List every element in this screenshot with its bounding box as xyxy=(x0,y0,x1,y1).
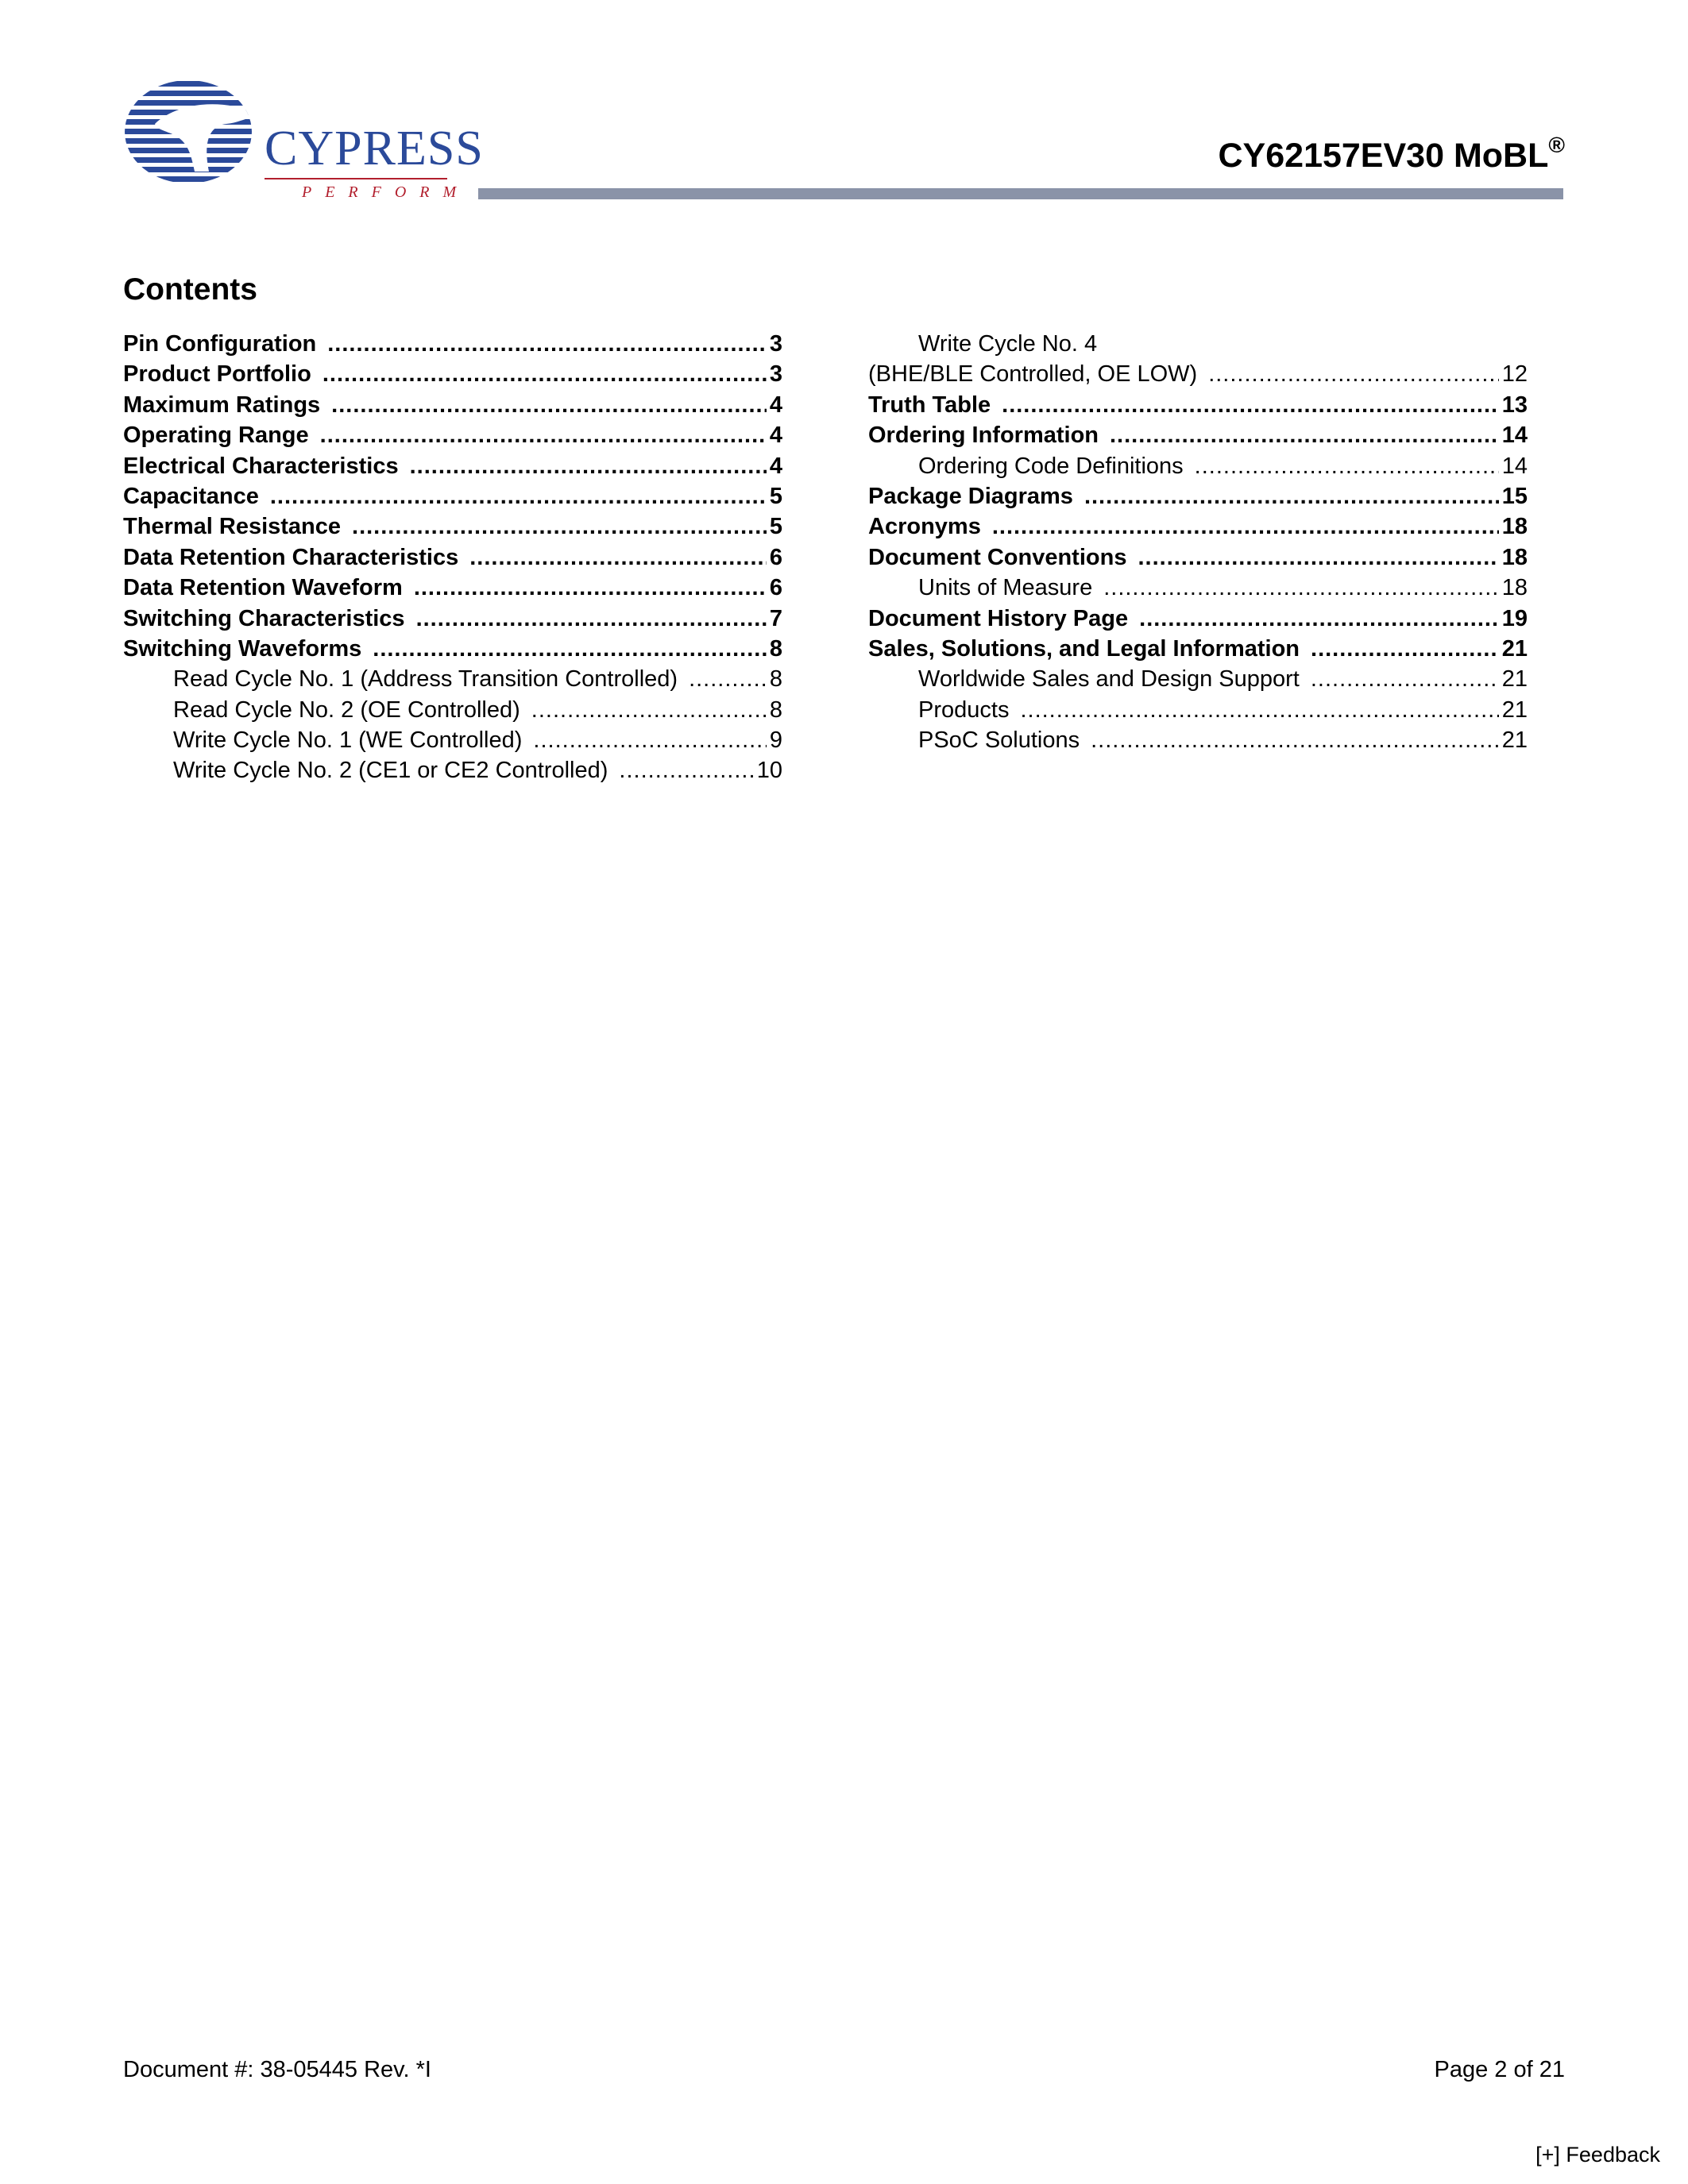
toc-entry[interactable] xyxy=(123,481,782,511)
toc-leader-dots xyxy=(373,634,767,664)
toc-entry[interactable] xyxy=(123,573,782,603)
toc-entry[interactable] xyxy=(868,634,1528,664)
toc-entry-page: 7 xyxy=(769,605,782,631)
toc-leader-dots xyxy=(469,542,767,573)
toc-entry-page: 21 xyxy=(1501,727,1528,754)
toc-entry-label: Document History Page xyxy=(868,605,1129,631)
toc-subentry[interactable] xyxy=(868,573,1528,603)
toc-leader-dots xyxy=(1138,542,1498,573)
product-title xyxy=(1218,133,1566,175)
toc-entry-label: Products xyxy=(918,696,1010,723)
toc-entry-label: Write Cycle No. 4 xyxy=(918,331,1098,357)
toc-entry-page: 8 xyxy=(769,635,782,662)
toc-leader-dots xyxy=(331,390,767,420)
toc-leader-dots xyxy=(1311,664,1499,694)
toc-entry-label: Read Cycle No. 1 (Address Transition Controlled) xyxy=(173,666,678,693)
toc-leader-dots xyxy=(619,755,753,785)
toc-entry-page: 14 xyxy=(1501,423,1528,449)
brand-tagline: PERFORM xyxy=(302,183,470,201)
document-number: Document #: 38-05445 Rev. *I xyxy=(123,2057,431,2082)
registered-mark: ® xyxy=(1548,133,1565,157)
toc-entry-label: Capacitance xyxy=(123,483,259,509)
toc-entry-label: Operating Range xyxy=(123,423,309,449)
page-number: Page 2 of 21 xyxy=(1434,2057,1565,2082)
toc-entry-page: 8 xyxy=(769,666,782,693)
toc-entry[interactable] xyxy=(123,634,782,664)
toc-entry-label: Units of Measure xyxy=(918,575,1093,601)
toc-entry[interactable] xyxy=(123,329,782,359)
toc-entry-page: 9 xyxy=(769,727,782,754)
toc-leader-dots xyxy=(327,329,767,359)
toc-entry-page: 6 xyxy=(769,575,782,601)
toc-subentry[interactable] xyxy=(868,329,1528,359)
toc-entry-page: 18 xyxy=(1501,514,1528,540)
toc-entry-page: 14 xyxy=(1501,453,1528,479)
toc-entry-label: Data Retention Characteristics xyxy=(123,544,459,570)
toc-entry[interactable] xyxy=(123,542,782,573)
toc-entry-label: Document Conventions xyxy=(868,544,1127,570)
toc-entry-label: Write Cycle No. 2 (CE1 or CE2 Controlled) xyxy=(173,758,608,784)
toc-entry-page: 3 xyxy=(769,331,782,357)
toc-entry-page: 5 xyxy=(769,483,782,509)
toc-leader-dots xyxy=(1311,634,1499,664)
toc-subentry[interactable] xyxy=(868,695,1528,725)
toc-entry-label: Pin Configuration xyxy=(123,331,317,357)
toc-entry-page: 10 xyxy=(756,758,782,784)
toc-right-column xyxy=(868,329,1528,755)
toc-leader-dots xyxy=(416,604,767,634)
toc-leader-dots xyxy=(323,359,767,389)
toc-leader-dots xyxy=(689,664,767,694)
toc-entry-label: Truth Table xyxy=(868,392,991,418)
toc-subentry[interactable] xyxy=(123,695,782,725)
toc-entry-page: 3 xyxy=(769,361,782,388)
toc-entry-page: 5 xyxy=(769,514,782,540)
toc-entry[interactable] xyxy=(123,390,782,420)
toc-entry-page: 18 xyxy=(1501,544,1528,570)
toc-leader-dots xyxy=(1002,390,1499,420)
toc-entry-page: 15 xyxy=(1501,483,1528,509)
toc-entry-label: Sales, Solutions, and Legal Information xyxy=(868,635,1300,662)
toc-subentry[interactable] xyxy=(868,664,1528,694)
toc-subentry[interactable] xyxy=(868,359,1528,389)
cypress-logo xyxy=(123,76,484,211)
toc-entry-page: 21 xyxy=(1501,635,1528,662)
toc-entry-label: Switching Characteristics xyxy=(123,605,405,631)
toc-entry-page: 18 xyxy=(1501,575,1528,601)
toc-entry[interactable] xyxy=(123,451,782,481)
toc-leader-dots xyxy=(1084,481,1499,511)
toc-leader-dots xyxy=(1195,451,1499,481)
toc-entry-label: Product Portfolio xyxy=(123,361,311,388)
toc-entry-label: Maximum Ratings xyxy=(123,392,321,418)
toc-entry-label: (BHE/BLE Controlled, OE LOW) xyxy=(868,361,1198,388)
toc-entry-label: Ordering Information xyxy=(868,423,1099,449)
toc-leader-dots xyxy=(533,725,766,755)
contents-heading: Contents xyxy=(123,272,257,307)
toc-leader-dots xyxy=(1139,604,1499,634)
toc-subentry[interactable] xyxy=(123,664,782,694)
toc-entry[interactable] xyxy=(868,481,1528,511)
toc-entry-page: 4 xyxy=(769,392,782,418)
toc-entry[interactable] xyxy=(868,542,1528,573)
toc-entry-label: Worldwide Sales and Design Support xyxy=(918,666,1300,693)
toc-entry-label: Ordering Code Definitions xyxy=(918,453,1184,479)
toc-leader-dots xyxy=(1103,573,1499,603)
toc-entry-page: 21 xyxy=(1501,696,1528,723)
toc-entry[interactable] xyxy=(123,420,782,450)
toc-subentry[interactable] xyxy=(123,755,782,785)
toc-subentry[interactable] xyxy=(123,725,782,755)
toc-leader-dots xyxy=(992,511,1499,542)
toc-entry-label: Data Retention Waveform xyxy=(123,575,403,601)
toc-entry-label: PSoC Solutions xyxy=(918,727,1080,754)
toc-entry[interactable] xyxy=(123,511,782,542)
toc-entry-label: Electrical Characteristics xyxy=(123,453,399,479)
toc-entry-page: 19 xyxy=(1501,605,1528,631)
toc-entry-page: 13 xyxy=(1501,392,1528,418)
toc-entry-label: Switching Waveforms xyxy=(123,635,362,662)
toc-entry[interactable] xyxy=(123,359,782,389)
toc-entry-page: 21 xyxy=(1501,666,1528,693)
toc-subentry[interactable] xyxy=(868,725,1528,755)
toc-entry-label: Write Cycle No. 1 (WE Controlled) xyxy=(173,727,523,754)
product-title-text: CY62157EV30 MoBL xyxy=(1218,137,1549,175)
toc-entry-label: Thermal Resistance xyxy=(123,514,342,540)
toc-entry[interactable] xyxy=(868,511,1528,542)
toc-leader-dots xyxy=(320,420,767,450)
toc-entry[interactable] xyxy=(868,390,1528,420)
toc-subentry[interactable] xyxy=(868,451,1528,481)
toc-left-column xyxy=(123,329,782,786)
toc-entry-label: Acronyms xyxy=(868,514,981,540)
toc-entry-label: Read Cycle No. 2 (OE Controlled) xyxy=(173,696,520,723)
toc-leader-dots xyxy=(410,451,767,481)
toc-leader-dots xyxy=(1208,359,1499,389)
brand-underline xyxy=(265,178,447,179)
toc-leader-dots xyxy=(1110,420,1499,450)
toc-entry[interactable] xyxy=(868,604,1528,634)
feedback-link[interactable]: [+] Feedback xyxy=(1535,2143,1660,2167)
toc-entry[interactable] xyxy=(123,604,782,634)
toc-entry-page: 12 xyxy=(1501,361,1528,388)
header-divider xyxy=(478,188,1563,199)
toc-leader-dots xyxy=(414,573,767,603)
toc-entry-page: 4 xyxy=(769,453,782,479)
toc-leader-dots xyxy=(270,481,767,511)
toc-leader-dots xyxy=(1091,725,1499,755)
toc-entry[interactable] xyxy=(868,420,1528,450)
toc-leader-dots xyxy=(531,695,767,725)
toc-leader-dots xyxy=(1020,695,1498,725)
toc-entry-label: Package Diagrams xyxy=(868,483,1073,509)
brand-name: CYPRESS xyxy=(265,122,484,176)
cypress-globe-icon xyxy=(123,76,265,187)
toc-entry-page: 6 xyxy=(769,544,782,570)
toc-entry-page: 4 xyxy=(769,423,782,449)
toc-leader-dots xyxy=(352,511,767,542)
toc-entry-page: 8 xyxy=(769,696,782,723)
